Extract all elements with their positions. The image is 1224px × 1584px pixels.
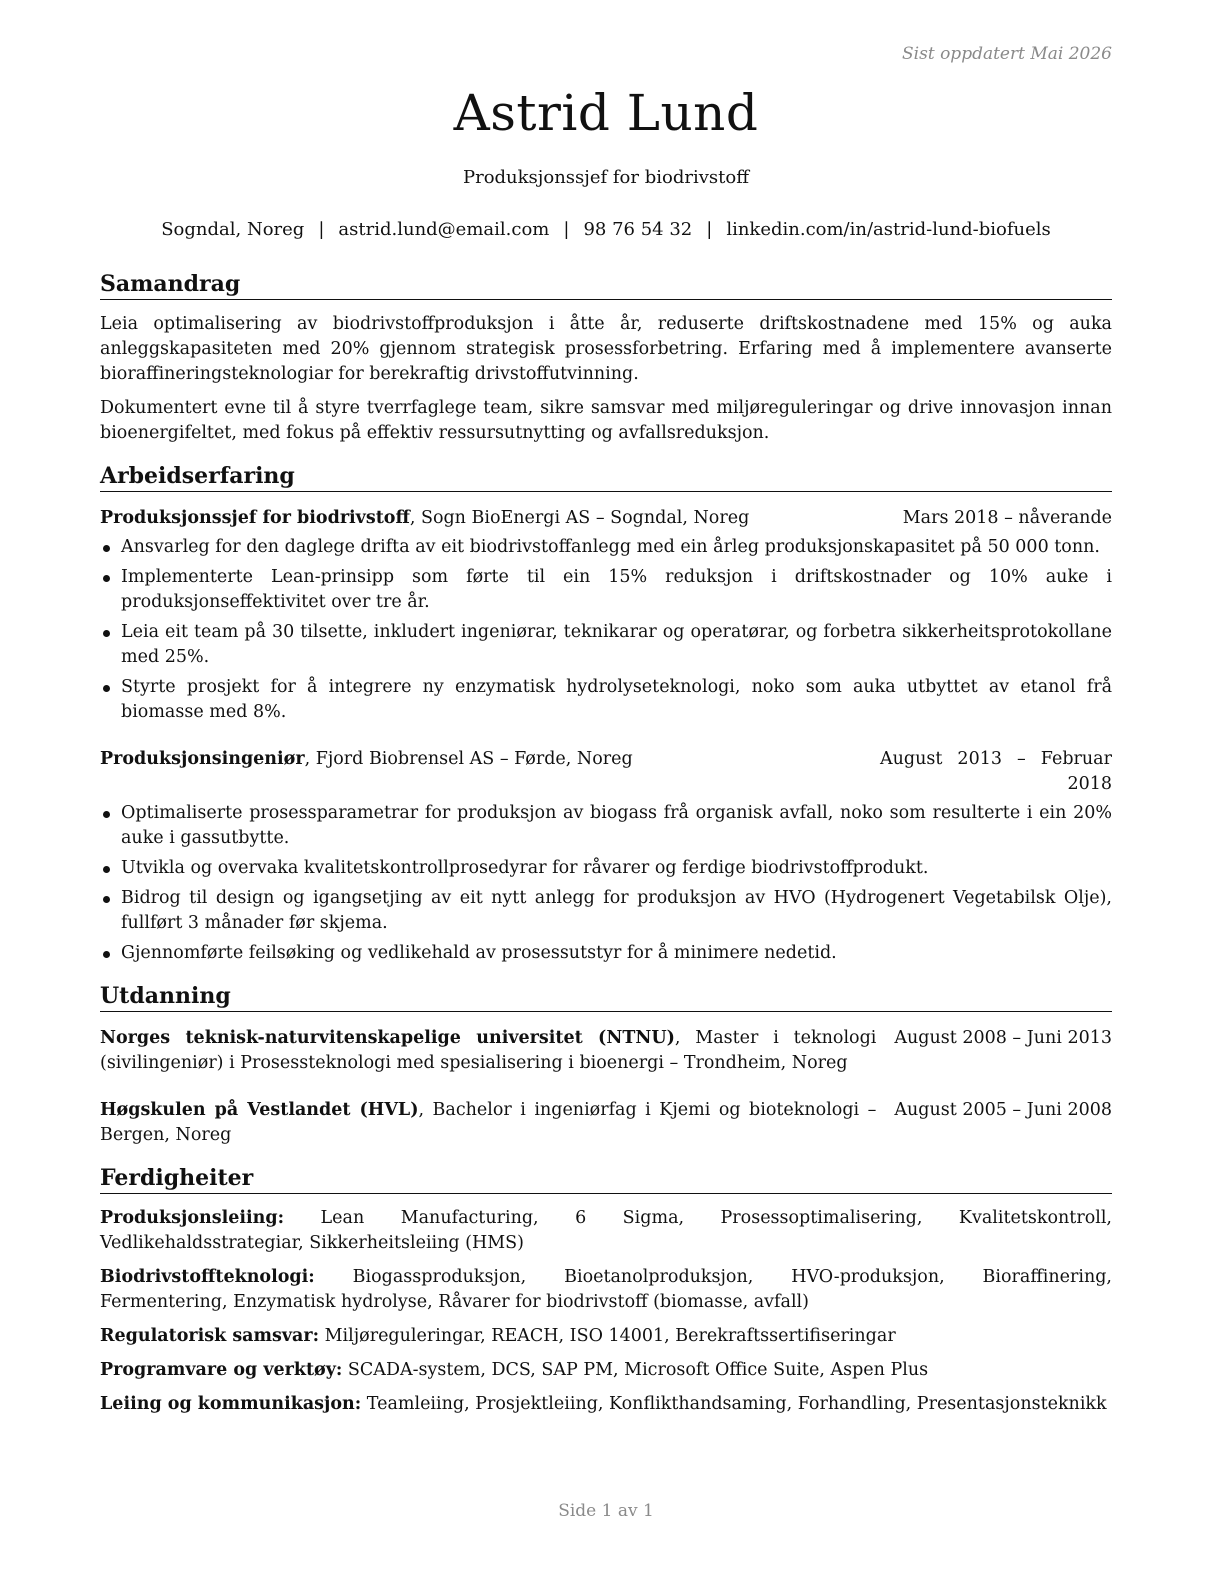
list-item: Implementerte Lean-prinsipp som førte til ein 15% reduksjon i driftskostnader og 10% auke i produksjonseffektivitet over tre år. [100,565,1112,615]
job-bullets [100,535,1112,725]
resume-page [100,0,1112,1584]
skill-items: Lean Manufacturing, 6 Sigma, Prosessoptimalisering, Kvalitetskontroll, Vedlikehaldsstrategiar, Sikkerheitsleiing (HMS) [100,1208,1112,1253]
job-dates: Mars 2018 – nåverande [902,508,1112,528]
skill-label: Programvare og verktøy: [100,1360,343,1380]
skill-group [100,1265,1112,1315]
education-school: Høgskulen på Vestlandet (HVL) [100,1100,419,1120]
job-header [100,747,1112,797]
skill-group [100,1392,1112,1417]
job-bullets [100,801,1112,966]
education-detail: , Bachelor i ingeniørfag i Kjemi og bioteknologi – Bergen, Noreg [100,1100,877,1145]
education-section [100,982,1112,1148]
list-item: Utvikla og overvaka kvalitetskontrollprosedyrar for råvarer og ferdige biodrivstoffprodukt. [100,856,1112,881]
skill-label: Leiing og kommunikasjon: [100,1394,362,1414]
section-heading: Samandrag [100,270,1112,300]
list-item: Gjennomførte feilsøking og vedlikehald av prosessutstyr for å minimere nedetid. [100,941,1112,966]
skill-group [100,1324,1112,1349]
contact-email[interactable]: astrid.lund@email.com [338,219,550,240]
education-school: Norges teknisk-naturvitenskapelige universitet (NTNU) [100,1028,675,1048]
job-header [100,506,1112,531]
skill-label: Produksjonsleiing: [100,1208,285,1228]
contact-separator: | [563,219,570,240]
summary-section [100,270,1112,446]
education-detail: , Master i teknologi (sivilingeniør) i Prosessteknologi med spesialisering i bioenergi – Trondheim, Noreg [100,1028,877,1073]
list-item: Bidrog til design og igangsetjing av eit nytt anlegg for produksjon av HVO (Hydrogenert Vegetabilsk Olje), fullført 3 månader før skjema. [100,886,1112,936]
section-heading: Ferdigheiter [100,1164,1112,1194]
skills-section [100,1164,1112,1417]
contact-location: Sogndal, Noreg [161,219,305,240]
job-org: , Fjord Biobrensel AS – Førde, Noreg [304,749,633,769]
last-updated: Sist oppdatert Mai 2026 [902,44,1112,64]
contact-linkedin[interactable]: linkedin.com/in/astrid-lund-biofuels [726,219,1051,240]
job-entry [100,747,1112,966]
experience-section [100,462,1112,966]
education-entry [100,1026,1112,1076]
person-name: Astrid Lund [453,84,759,142]
skill-items: Teamleiing, Prosjektleiing, Konflikthandsaming, Forhandling, Presentasjonsteknikk [361,1394,1107,1414]
contact-line [100,219,1112,240]
contact-separator: | [706,219,713,240]
education-dates: August 2008 – Juni 2013 [894,1028,1112,1048]
skill-label: Biodrivstoffteknologi: [100,1267,315,1287]
list-item: Styrte prosjekt for å integrere ny enzymatisk hydrolyseteknologi, noko som auka utbyttet av etanol frå biomasse med 8%. [100,675,1112,725]
section-heading: Arbeidserfaring [100,462,1112,492]
skill-group [100,1206,1112,1256]
job-role: Produksjonsingeniør [100,749,305,769]
resume-content [100,270,1112,1417]
list-item: Optimaliserte prosessparametrar for produksjon av biogass frå organisk avfall, noko som resulterte i ein 20% auke i gassutbytte. [100,801,1112,851]
list-item: Leia eit team på 30 tilsette, inkludert ingeniørar, teknikarar og operatørar, og forbetra sikkerheitsprotokollane med 25%. [100,620,1112,670]
skill-items: Biogassproduksjon, Bioetanolproduksjon, HVO-produksjon, Bioraffinering, Fermentering, Enzymatisk hydrolyse, Råvarer for biodrivstoff (biomasse, avfall) [100,1267,1112,1312]
skill-items: SCADA-system, DCS, SAP PM, Microsoft Office Suite, Aspen Plus [342,1360,929,1380]
job-role: Produksjonssjef for biodrivstoff [100,508,410,528]
skill-items: Miljøreguleringar, REACH, ISO 14001, Berekraftssertifiseringar [319,1326,896,1346]
job-title: Produksjonssjef for biodrivstoff [462,167,749,188]
page-number: Side 1 av 1 [558,1501,654,1521]
contact-separator: | [318,219,325,240]
summary-paragraph: Dokumentert evne til å styre tverrfaglege team, sikre samsvar med miljøreguleringar og drive innovasjon innan bioenergifeltet, med fokus på effektiv ressursutnytting og avfallsreduksjon. [100,398,1112,443]
contact-phone: 98 76 54 32 [583,219,693,240]
section-heading: Utdanning [100,982,1112,1012]
summary-paragraph: Leia optimalisering av biodrivstoffproduksjon i åtte år, reduserte driftskostnadene med 15% og auka anleggskapasiteten med 20% gjennom strategisk prosessforbetring. Erfaring med å implementere avanserte bioraffineringsteknologiar for berekraftig drivstoffutvinning. [100,314,1112,384]
skill-label: Regulatorisk samsvar: [100,1326,320,1346]
job-org: , Sogn BioEnergi AS – Sogndal, Noreg [409,508,750,528]
skill-group [100,1358,1112,1383]
job-dates: August 2013 – Februar 2018 [880,749,1112,794]
list-item: Ansvarleg for den daglege drifta av eit biodrivstoffanlegg med ein årleg produksjonskapasitet på 50 000 tonn. [100,535,1112,560]
education-entry [100,1098,1112,1148]
job-entry [100,506,1112,725]
education-dates: August 2005 – Juni 2008 [894,1100,1112,1120]
